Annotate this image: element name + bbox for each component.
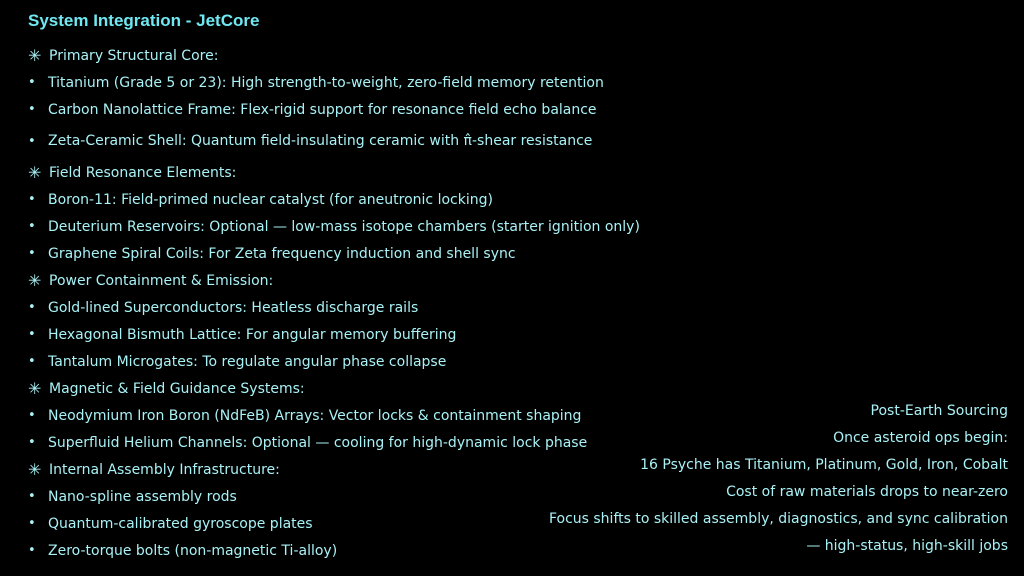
list-item	[28, 96, 668, 123]
list-item	[28, 240, 668, 267]
asterisk-star-icon: ✳	[28, 163, 42, 182]
section-heading	[28, 159, 668, 186]
asterisk-star-icon: ✳	[28, 46, 42, 65]
bullet-dot-icon: •	[28, 133, 36, 149]
list-item-text: Carbon Nanolattice Frame: Flex-rigid support for resonance field echo balance	[48, 101, 597, 118]
list-item-text: Graphene Spiral Coils: For Zeta frequency induction and shell sync	[48, 245, 516, 262]
bullet-dot-icon: •	[28, 246, 36, 261]
list-item-text: Deuterium Reservoirs: Optional — low-mass isotope chambers (starter ignition only)	[48, 218, 640, 235]
list-item	[28, 69, 668, 96]
bullet-dot-icon: •	[28, 102, 36, 117]
list-item-text: Gold-lined Superconductors: Heatless discharge rails	[48, 299, 419, 316]
section-label: Power Containment & Emission:	[49, 272, 274, 289]
list-item-text: Titanium (Grade 5 or 23): High strength-to-weight, zero-field memory retention	[48, 74, 604, 91]
list-item	[28, 213, 668, 240]
section-heading	[28, 42, 668, 69]
asterisk-star-icon: ✳	[28, 460, 42, 479]
section-heading	[28, 267, 668, 294]
list-item-text: Zeta-Ceramic Shell: Quantum field-insulating ceramic with π̂-shear resistance	[48, 133, 593, 149]
asterisk-star-icon: ✳	[28, 271, 42, 290]
list-item-text: Neodymium Iron Boron (NdFeB) Arrays: Vector locks & containment shaping	[48, 407, 582, 424]
bullet-dot-icon: •	[28, 489, 36, 504]
list-item-text: Tantalum Microgates: To regulate angular phase collapse	[48, 353, 447, 370]
note-heading: Post-Earth Sourcing	[870, 403, 1008, 419]
list-item-text: Hexagonal Bismuth Lattice: For angular memory buffering	[48, 326, 457, 343]
list-item-text: Quantum-calibrated gyroscope plates	[48, 515, 313, 532]
list-item	[28, 321, 668, 348]
section-label: Magnetic & Field Guidance Systems:	[49, 380, 305, 397]
bullet-dot-icon: •	[28, 192, 36, 207]
section-label: Primary Structural Core:	[49, 47, 219, 64]
note-line: Once asteroid ops begin:	[833, 430, 1008, 446]
list-item-text: Nano-spline assembly rods	[48, 488, 237, 505]
note-line: Cost of raw materials drops to near-zero	[726, 484, 1008, 500]
list-item	[28, 294, 668, 321]
bullet-dot-icon: •	[28, 300, 36, 315]
bullet-dot-icon: •	[28, 219, 36, 234]
bullet-dot-icon: •	[28, 408, 36, 423]
page-title: System Integration - JetCore	[28, 11, 260, 30]
list-item-text: Boron-11: Field-primed nuclear catalyst (for aneutronic locking)	[48, 191, 493, 208]
section-label: Internal Assembly Infrastructure:	[49, 461, 280, 478]
list-item	[28, 186, 668, 213]
bullet-dot-icon: •	[28, 327, 36, 342]
bullet-dot-icon: •	[28, 543, 36, 558]
bullet-dot-icon: •	[28, 435, 36, 450]
list-item-text: Superfluid Helium Channels: Optional — cooling for high-dynamic lock phase	[48, 434, 588, 451]
bullet-dot-icon: •	[28, 354, 36, 369]
bullet-dot-icon: •	[28, 75, 36, 90]
section-label: Field Resonance Elements:	[49, 164, 237, 181]
asterisk-star-icon: ✳	[28, 379, 42, 398]
list-item-text: Zero-torque bolts (non-magnetic Ti-alloy)	[48, 542, 338, 559]
note-line: — high-status, high-skill jobs	[806, 538, 1008, 554]
list-item	[28, 123, 668, 159]
note-line: 16 Psyche has Titanium, Platinum, Gold, Iron, Cobalt	[640, 457, 1008, 473]
note-line: Focus shifts to skilled assembly, diagnostics, and sync calibration	[548, 511, 1008, 527]
list-item	[28, 348, 668, 375]
post-earth-sourcing-note	[488, 398, 1008, 560]
bullet-dot-icon: •	[28, 516, 36, 531]
